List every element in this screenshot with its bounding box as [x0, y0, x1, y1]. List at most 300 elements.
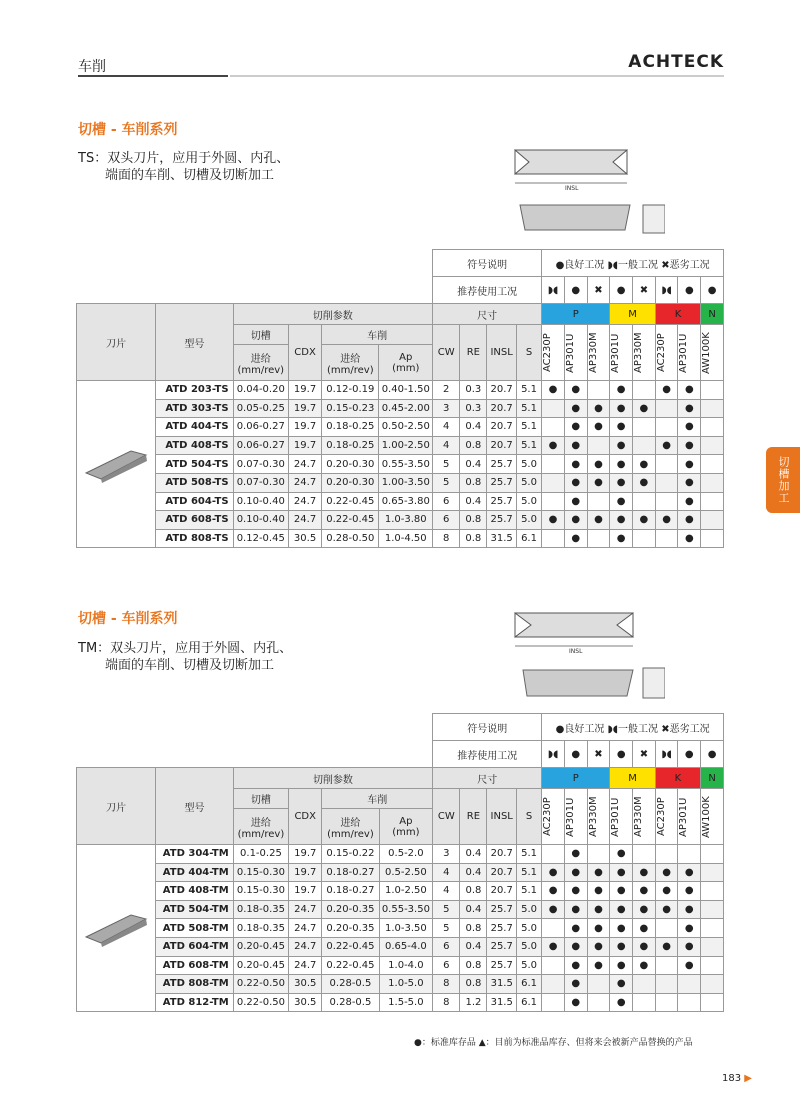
ap-cell: 0.5-2.50 [379, 863, 433, 882]
header-insl: INSL [487, 789, 516, 845]
model-cell: ATD 608-TM [156, 956, 233, 975]
insl-cell: 25.7 [487, 473, 516, 492]
stock-cell: ● [610, 937, 633, 956]
stock-cell: ● [587, 882, 610, 901]
s-cell: 5.1 [516, 882, 541, 901]
insl-cell: 31.5 [487, 975, 516, 994]
stock-cell: ● [678, 492, 701, 511]
s-cell: 6.1 [516, 529, 541, 548]
s-cell: 5.0 [516, 511, 541, 530]
stock-cell: ● [564, 381, 587, 400]
description-line: 端面的车削、切槽及切断加工 [105, 168, 275, 183]
stock-cell [701, 436, 724, 455]
grade-header [587, 325, 610, 381]
feed-cell: 0.20-0.45 [233, 937, 288, 956]
header-model: 型号 [156, 768, 233, 845]
stock-cell [542, 418, 565, 437]
stock-cell: ● [655, 863, 678, 882]
stock-cell [587, 845, 610, 864]
model-cell: ATD 508-TS [156, 473, 233, 492]
stock-cell: ● [587, 473, 610, 492]
ap-cell: 0.45-2.00 [379, 399, 433, 418]
ap-cell: 1.0-2.50 [379, 882, 433, 901]
feed-cell: 0.10-0.40 [233, 492, 288, 511]
cdx-cell: 24.7 [288, 511, 321, 530]
model-cell: ATD 203-TS [156, 381, 233, 400]
cw-cell: 3 [433, 399, 460, 418]
s-cell: 6.1 [516, 993, 541, 1012]
stock-cell: ● [564, 900, 587, 919]
grade-group: P [542, 768, 610, 789]
stock-cell [542, 455, 565, 474]
stock-cell [542, 975, 565, 994]
table-row [77, 882, 724, 901]
feed2-cell: 0.22-0.45 [322, 937, 379, 956]
stock-cell: ● [633, 937, 656, 956]
s-cell: 5.1 [516, 399, 541, 418]
table-row [77, 956, 724, 975]
cw-cell: 8 [433, 975, 460, 994]
cdx-cell: 30.5 [288, 529, 321, 548]
feed-cell: 0.06-0.27 [233, 436, 288, 455]
insert-drawing-ts [495, 135, 665, 245]
model-cell: ATD 404-TS [156, 418, 233, 437]
grade-header [587, 789, 610, 845]
stock-cell: ● [564, 399, 587, 418]
stock-cell [633, 436, 656, 455]
condition-symbol: ◗◖ [542, 741, 565, 768]
stock-cell: ● [655, 937, 678, 956]
header-model: 型号 [156, 304, 233, 381]
cw-cell: 6 [433, 937, 460, 956]
s-cell: 6.1 [516, 975, 541, 994]
stock-cell: ● [587, 900, 610, 919]
stock-cell: ● [610, 436, 633, 455]
stock-cell [587, 529, 610, 548]
legend-label: 符号说明 [433, 250, 542, 277]
svg-text:INSL: INSL [565, 185, 579, 192]
grade-label: AP330M [633, 332, 645, 373]
header-rule [78, 75, 228, 77]
stock-cell [655, 399, 678, 418]
stock-cell [655, 993, 678, 1012]
stock-cell [587, 436, 610, 455]
insl-cell: 20.7 [487, 418, 516, 437]
grade-header [610, 325, 633, 381]
stock-cell: ● [610, 529, 633, 548]
stock-cell: ● [564, 937, 587, 956]
stock-cell: ● [610, 399, 633, 418]
header-blade: 刀片 [77, 768, 156, 845]
description-line: TS：双头刀片，应用于外圆、内孔、 [78, 151, 290, 166]
cw-cell: 6 [433, 956, 460, 975]
stock-cell [633, 975, 656, 994]
stock-cell: ● [564, 882, 587, 901]
stock-cell: ● [633, 956, 656, 975]
section-description [78, 150, 289, 184]
stock-cell: ● [564, 975, 587, 994]
feed-cell: 0.07-0.30 [233, 455, 288, 474]
cw-cell: 4 [433, 436, 460, 455]
header-re: RE [460, 325, 487, 381]
stock-cell [633, 993, 656, 1012]
grade-group: K [655, 768, 700, 789]
header-cdx: CDX [288, 325, 321, 381]
grade-header [633, 325, 656, 381]
insl-cell: 25.7 [487, 956, 516, 975]
description-line: TM：双头刀片，应用于外圆、内孔、 [78, 641, 293, 656]
stock-cell: ● [564, 863, 587, 882]
stock-cell [701, 937, 724, 956]
stock-cell: ● [633, 882, 656, 901]
feed-cell: 0.15-0.30 [233, 863, 288, 882]
stock-cell: ● [564, 455, 587, 474]
stock-cell [542, 845, 565, 864]
legend-value: ●良好工况 ◗◖一般工况 ✖恶劣工况 [542, 250, 724, 277]
stock-cell [678, 845, 701, 864]
grade-group: K [655, 304, 700, 325]
grade-header [678, 789, 701, 845]
cw-cell: 8 [433, 529, 460, 548]
cw-cell: 5 [433, 455, 460, 474]
grade-group: P [542, 304, 610, 325]
feed-cell: 0.18-0.35 [233, 919, 288, 938]
stock-cell: ● [542, 937, 565, 956]
grade-label: AW100K [701, 331, 713, 374]
feed-cell: 0.15-0.30 [233, 882, 288, 901]
stock-cell: ● [564, 436, 587, 455]
condition-symbol: ● [678, 741, 701, 768]
grade-label: AW100K [701, 795, 713, 838]
feed2-cell: 0.15-0.22 [322, 845, 379, 864]
s-cell: 5.1 [516, 845, 541, 864]
table-row [77, 993, 724, 1012]
header-s: S [516, 325, 541, 381]
header-cw: CW [433, 789, 460, 845]
re-cell: 0.8 [460, 436, 487, 455]
insl-cell: 25.7 [487, 492, 516, 511]
ap-cell: 1.0-5.0 [379, 975, 433, 994]
re-cell: 0.4 [460, 937, 487, 956]
re-cell: 0.8 [460, 511, 487, 530]
cdx-cell: 24.7 [289, 937, 322, 956]
feed2-cell: 0.20-0.30 [322, 473, 379, 492]
product-table-tm [76, 713, 724, 1012]
stock-cell: ● [610, 511, 633, 530]
ap-cell: 1.5-5.0 [379, 993, 433, 1012]
cdx-cell: 24.7 [289, 956, 322, 975]
insl-cell: 31.5 [487, 993, 516, 1012]
legend-label: 推荐使用工况 [433, 277, 542, 304]
stock-cell: ● [564, 993, 587, 1012]
insert-image [77, 381, 156, 548]
table-row [77, 418, 724, 437]
feed2-cell: 0.20-0.35 [322, 900, 379, 919]
stock-cell [701, 919, 724, 938]
insl-cell: 25.7 [487, 919, 516, 938]
cdx-cell: 24.7 [289, 900, 322, 919]
re-cell: 0.8 [460, 975, 487, 994]
legend-label: 符号说明 [433, 714, 542, 741]
stock-cell [542, 919, 565, 938]
stock-cell: ● [678, 381, 701, 400]
condition-symbol: ● [564, 741, 587, 768]
table-row [77, 436, 724, 455]
feed-cell: 0.04-0.20 [233, 381, 288, 400]
stock-cell: ● [542, 863, 565, 882]
cw-cell: 8 [433, 993, 460, 1012]
s-cell: 5.1 [516, 418, 541, 437]
stock-cell: ● [655, 511, 678, 530]
stock-cell: ● [678, 529, 701, 548]
grade-header [655, 325, 678, 381]
re-cell: 0.8 [460, 919, 487, 938]
cw-cell: 5 [433, 900, 460, 919]
re-cell: 0.4 [460, 900, 487, 919]
grade-label: AP330M [633, 796, 645, 837]
blank [77, 741, 433, 768]
feed-cell: 0.1-0.25 [233, 845, 288, 864]
stock-cell: ● [655, 882, 678, 901]
stock-cell: ● [678, 863, 701, 882]
stock-cell: ● [610, 900, 633, 919]
stock-cell: ● [610, 455, 633, 474]
stock-cell: ● [678, 900, 701, 919]
stock-cell [701, 455, 724, 474]
feed-cell: 0.05-0.25 [233, 399, 288, 418]
feed2-cell: 0.18-0.27 [322, 882, 379, 901]
insl-cell: 25.7 [487, 511, 516, 530]
ap-cell: 0.65-4.0 [379, 937, 433, 956]
model-cell: ATD 808-TM [156, 975, 233, 994]
re-cell: 0.3 [460, 381, 487, 400]
s-cell: 5.1 [516, 436, 541, 455]
grade-label: AC230P [542, 797, 554, 836]
stock-cell: ● [610, 381, 633, 400]
stock-cell: ● [564, 956, 587, 975]
header-cutting-params: 切削参数 [233, 768, 432, 789]
feed2-cell: 0.28-0.5 [322, 975, 379, 994]
cdx-cell: 30.5 [289, 975, 322, 994]
stock-cell: ● [633, 919, 656, 938]
stock-cell: ● [633, 511, 656, 530]
section-title: 切槽 - 车削系列 [78, 611, 178, 627]
feed2-cell: 0.12-0.19 [322, 381, 379, 400]
s-cell: 5.1 [516, 863, 541, 882]
stock-cell [587, 381, 610, 400]
insl-cell: 20.7 [487, 882, 516, 901]
stock-cell: ● [587, 937, 610, 956]
stock-cell: ● [678, 399, 701, 418]
stock-cell: ● [633, 455, 656, 474]
stock-cell [655, 455, 678, 474]
insl-cell: 31.5 [487, 529, 516, 548]
header-section-title: 车削 [78, 59, 106, 75]
ap-cell: 1.00-2.50 [379, 436, 433, 455]
insl-cell: 20.7 [487, 399, 516, 418]
re-cell: 0.8 [460, 956, 487, 975]
stock-cell: ● [633, 863, 656, 882]
feed2-cell: 0.22-0.45 [322, 956, 379, 975]
stock-cell: ● [564, 473, 587, 492]
stock-cell: ● [564, 845, 587, 864]
stock-cell [701, 900, 724, 919]
description-line: 端面的车削、切槽及切断加工 [105, 658, 275, 673]
grade-label: AP301U [678, 796, 690, 837]
cdx-cell: 19.7 [288, 436, 321, 455]
model-cell: ATD 812-TM [156, 993, 233, 1012]
stock-cell: ● [678, 882, 701, 901]
re-cell: 0.4 [460, 418, 487, 437]
cw-cell: 4 [433, 882, 460, 901]
condition-symbol: ◗◖ [655, 741, 678, 768]
table-row [77, 399, 724, 418]
stock-cell: ● [564, 492, 587, 511]
header-grooving: 切槽 [233, 325, 288, 345]
feed2-cell: 0.20-0.35 [322, 919, 379, 938]
cw-cell: 2 [433, 381, 460, 400]
footer-legend: ●：标准库存品 ▲：目前为标准品库存、但将来会被新产品替换的产品 [414, 1038, 693, 1048]
cw-cell: 6 [433, 492, 460, 511]
cdx-cell: 19.7 [289, 882, 322, 901]
table-row [77, 511, 724, 530]
side-tab[interactable]: 切槽加工 [766, 447, 800, 513]
feed2-cell: 0.20-0.30 [322, 455, 379, 474]
cw-cell: 6 [433, 511, 460, 530]
grade-label: AC230P [655, 333, 667, 372]
stock-cell [542, 529, 565, 548]
stock-cell [655, 975, 678, 994]
stock-cell: ● [610, 863, 633, 882]
grade-group: N [701, 768, 724, 789]
grade-header [701, 789, 724, 845]
stock-cell: ● [633, 900, 656, 919]
model-cell: ATD 304-TM [156, 845, 233, 864]
table-row [77, 473, 724, 492]
stock-cell: ● [610, 418, 633, 437]
condition-symbol: ✖ [587, 741, 610, 768]
table-row [77, 937, 724, 956]
stock-cell [655, 845, 678, 864]
grade-label: AP301U [610, 796, 622, 837]
stock-cell [542, 993, 565, 1012]
header-cutting-params: 切削参数 [233, 304, 433, 325]
stock-cell [587, 492, 610, 511]
stock-cell: ● [610, 993, 633, 1012]
grade-header [678, 325, 701, 381]
table-row [77, 863, 724, 882]
header-s: S [516, 789, 541, 845]
grade-header [610, 789, 633, 845]
ap-cell: 1.00-3.50 [379, 473, 433, 492]
insl-cell: 20.7 [487, 845, 516, 864]
header-ap: Ap (mm) [379, 809, 433, 845]
ap-cell: 0.55-3.50 [379, 455, 433, 474]
insl-cell: 20.7 [487, 436, 516, 455]
ap-cell: 1.0-3.80 [379, 511, 433, 530]
grade-group: N [701, 304, 724, 325]
stock-cell: ● [610, 492, 633, 511]
condition-symbol: ● [564, 277, 587, 304]
s-cell: 5.0 [516, 956, 541, 975]
grade-header [655, 789, 678, 845]
re-cell: 0.8 [460, 529, 487, 548]
header-insl: INSL [487, 325, 516, 381]
stock-cell: ● [655, 436, 678, 455]
stock-cell [542, 399, 565, 418]
re-cell: 0.4 [460, 845, 487, 864]
condition-symbol: ✖ [633, 277, 656, 304]
stock-cell: ● [633, 399, 656, 418]
condition-symbol: ◗◖ [655, 277, 678, 304]
header-turning: 车削 [322, 325, 433, 345]
stock-cell: ● [678, 956, 701, 975]
s-cell: 5.0 [516, 455, 541, 474]
s-cell: 5.0 [516, 473, 541, 492]
header-turning: 车削 [322, 789, 433, 809]
ap-cell: 1.0-3.50 [379, 919, 433, 938]
cdx-cell: 24.7 [289, 919, 322, 938]
stock-cell: ● [610, 473, 633, 492]
stock-cell [655, 956, 678, 975]
arrow-right-icon: ▶ [744, 1073, 752, 1084]
feed2-cell: 0.22-0.45 [322, 511, 379, 530]
re-cell: 0.8 [460, 473, 487, 492]
stock-cell [701, 882, 724, 901]
grade-label: AP330M [587, 332, 599, 373]
header-size: 尺寸 [433, 768, 542, 789]
stock-cell: ● [587, 956, 610, 975]
grade-header [542, 325, 565, 381]
header-feed-turning: 进给 (mm/rev) [322, 345, 379, 381]
blank [77, 714, 433, 741]
header-cdx: CDX [289, 789, 322, 845]
cdx-cell: 19.7 [289, 863, 322, 882]
stock-cell: ● [610, 882, 633, 901]
grade-header [564, 325, 587, 381]
cdx-cell: 19.7 [289, 845, 322, 864]
product-table-ts [76, 249, 724, 548]
s-cell: 5.1 [516, 381, 541, 400]
model-cell: ATD 504-TM [156, 900, 233, 919]
re-cell: 0.4 [460, 455, 487, 474]
stock-cell: ● [678, 919, 701, 938]
feed2-cell: 0.22-0.45 [322, 492, 379, 511]
table-row [77, 381, 724, 400]
stock-cell: ● [610, 975, 633, 994]
section-description [78, 640, 292, 674]
grade-label: AC230P [655, 797, 667, 836]
feed-cell: 0.10-0.40 [233, 511, 288, 530]
stock-cell [701, 473, 724, 492]
insert-image [77, 845, 156, 1012]
stock-cell: ● [678, 418, 701, 437]
grade-label: AC230P [542, 333, 554, 372]
stock-cell [655, 492, 678, 511]
stock-cell [655, 473, 678, 492]
model-cell: ATD 504-TS [156, 455, 233, 474]
model-cell: ATD 604-TS [156, 492, 233, 511]
cdx-cell: 19.7 [288, 399, 321, 418]
model-cell: ATD 508-TM [156, 919, 233, 938]
stock-cell [701, 845, 724, 864]
condition-symbol: ✖ [587, 277, 610, 304]
table-row [77, 975, 724, 994]
grade-label: AP330M [587, 796, 599, 837]
header-grooving: 切槽 [233, 789, 288, 809]
feed-cell: 0.07-0.30 [233, 473, 288, 492]
grade-group: M [610, 304, 655, 325]
